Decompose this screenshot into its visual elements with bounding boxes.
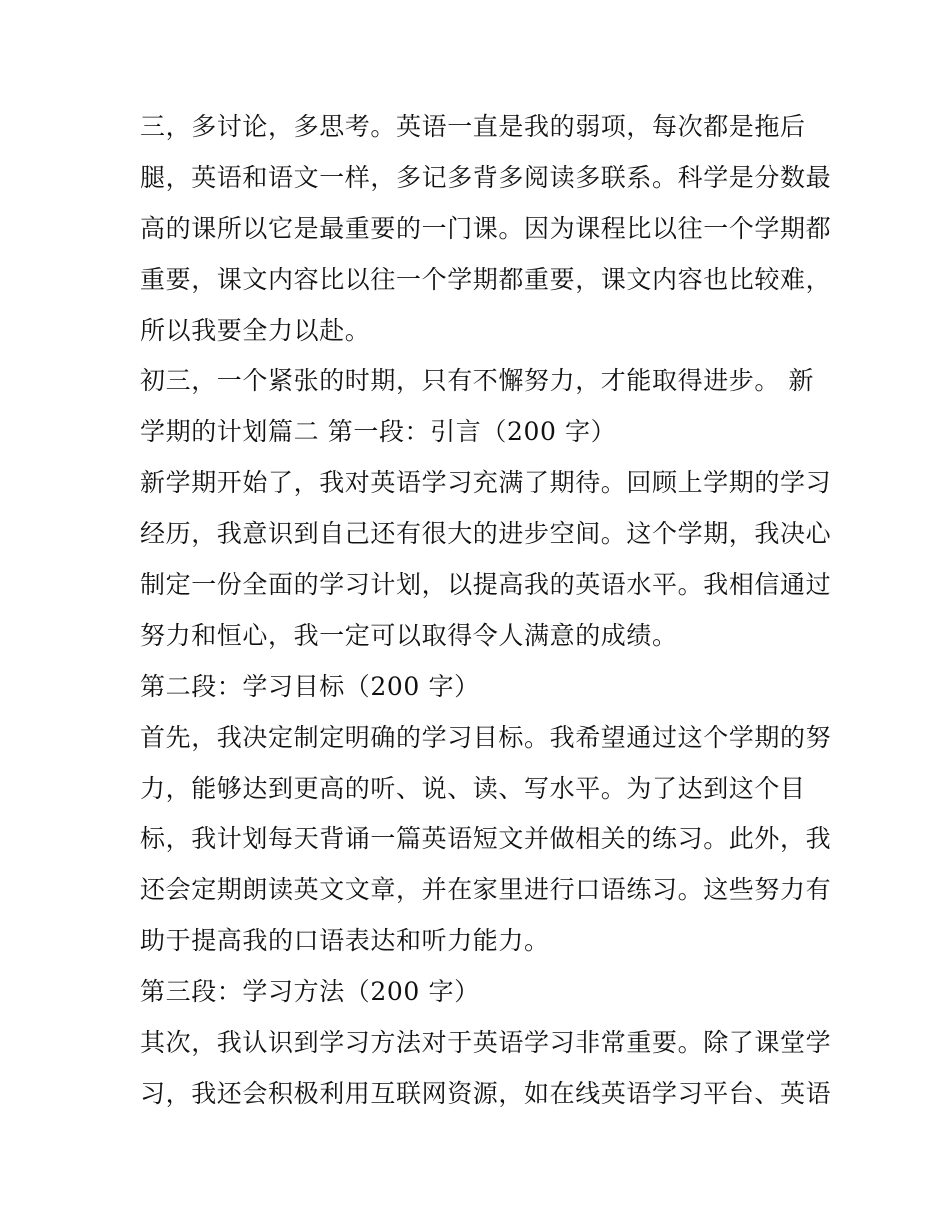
text-line: 腿，英语和语文一样，多记多背多阅读多联系。科学是分数最 [140, 162, 832, 192]
text-line: 所以我要全力以赴。 [140, 315, 371, 345]
text-line: 还会定期朗读英文文章，并在家里进行口语练习。这些努力有 [140, 875, 832, 905]
text-line: 努力和恒心，我一定可以取得令人满意的成绩。 [140, 620, 678, 650]
document-body [140, 102, 832, 1120]
text-line: 首先，我决定制定明确的学习目标。我希望通过这个学期的努 [140, 722, 832, 752]
section-heading: 学期的计划篇二 第一段：引言（200 字） [140, 417, 617, 447]
text-line: 新学期开始了，我对英语学习充满了期待。回顾上学期的学习 [140, 468, 832, 498]
text-line: 高的课所以它是最重要的一门课。因为课程比以往一个学期都 [140, 213, 832, 243]
text-line: 初三，一个紧张的时期，只有不懈努力，才能取得进步。 新 [140, 366, 815, 396]
text-line: 其次，我认识到学习方法对于英语学习非常重要。除了课堂学 [140, 1028, 832, 1058]
text-line: 标，我计划每天背诵一篇英语短文并做相关的练习。此外，我 [140, 824, 832, 854]
text-line: 经历，我意识到自己还有很大的进步空间。这个学期，我决心 [140, 519, 832, 549]
text-line: 制定一份全面的学习计划，以提高我的英语水平。我相信通过 [140, 570, 832, 600]
text-line: 助于提高我的口语表达和听力能力。 [140, 926, 550, 956]
text-line: 重要，课文内容比以往一个学期都重要，课文内容也比较难， [140, 264, 832, 294]
section-heading: 第三段：学习方法（200 字） [140, 977, 480, 1007]
text-line: 三，多讨论，多思考。英语一直是我的弱项，每次都是拖后 [140, 112, 806, 141]
text-line: 习，我还会积极利用互联网资源，如在线英语学习平台、英语 [140, 1078, 832, 1108]
section-heading: 第二段：学习目标（200 字） [140, 671, 480, 701]
text-line: 力，能够达到更高的听、说、读、写水平。为了达到这个目 [140, 773, 806, 803]
